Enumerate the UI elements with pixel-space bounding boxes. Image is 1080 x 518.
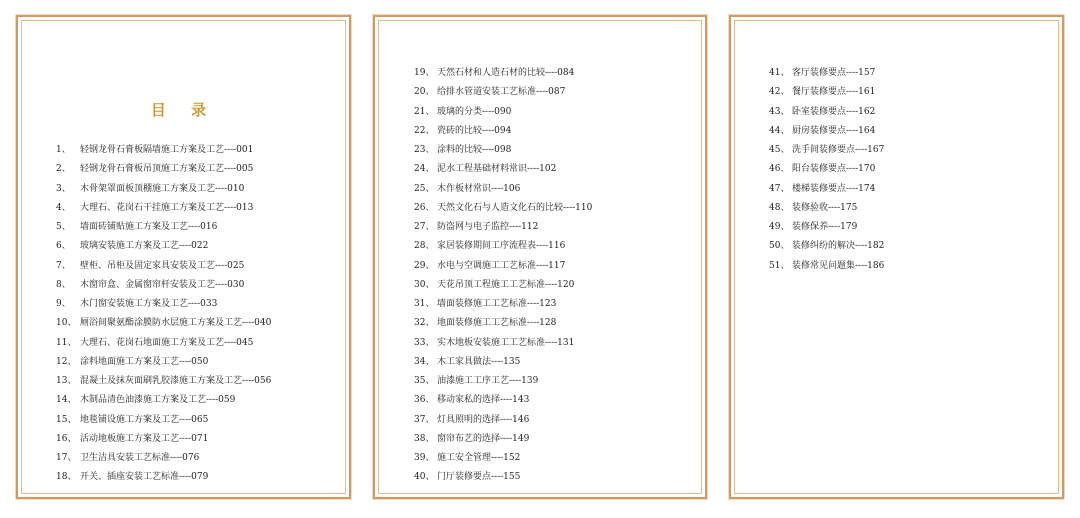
toc-entry-text: 壁柜、吊柜及固定家具安装及工艺----025: [80, 260, 245, 271]
toc-entry: [375, 295, 705, 314]
toc-entry: [375, 64, 705, 83]
toc-entry-number: 2、: [56, 164, 71, 175]
toc-entry-number: 6、: [56, 241, 71, 252]
toc-entry-number: 48、: [769, 202, 790, 213]
toc-entry-number: 35、: [414, 376, 435, 386]
toc-entry-number: 1、: [56, 145, 71, 155]
toc-entry-number: 15、: [56, 414, 77, 425]
toc-entry-text: 天然文化石与人造文化石的比较----110: [437, 202, 593, 213]
toc-entry-number: 27、: [414, 222, 435, 232]
toc-entry-number: 25、: [414, 183, 435, 194]
toc-entry-text: 玻璃的分类----090: [437, 106, 512, 117]
toc-entry-text: 灯具照明的选择----146: [437, 414, 530, 425]
toc-entry-number: 23、: [414, 145, 435, 155]
toc-entry-number: 30、: [414, 279, 435, 290]
toc-entry: [18, 334, 349, 353]
toc-entry-text: 地面装修施工工艺标准----128: [437, 318, 557, 329]
toc-entry-number: 29、: [414, 260, 435, 271]
toc-entry-number: 19、: [414, 68, 435, 78]
toc-entry-text: 活动地板施工方案及工艺----071: [80, 433, 209, 444]
toc-entry: [18, 237, 349, 256]
toc-entry-text: 木窗帘盒、金属窗帘杆安装及工艺----030: [80, 279, 245, 290]
toc-entry: [18, 314, 349, 333]
toc-entry: [18, 372, 349, 391]
toc-entry-text: 楼梯装修要点----174: [792, 183, 876, 194]
toc-entry-text: 玻璃安装施工方案及工艺----022: [80, 241, 209, 252]
toc-entry-number: 43、: [769, 106, 790, 117]
toc-entry-number: 18、: [56, 472, 77, 483]
toc-entry-text: 地毯铺设施工方案及工艺----065: [80, 414, 209, 425]
toc-entry-number: 9、: [56, 299, 71, 309]
toc-entry-text: 轻钢龙骨石膏板吊顶施工方案及工艺----005: [80, 164, 254, 175]
toc-entry-number: 39、: [414, 453, 435, 463]
toc-entry-number: 13、: [56, 376, 77, 386]
toc-entry: [731, 237, 1062, 256]
toc-entry-text: 实木地板安装施工工艺标准----131: [437, 337, 575, 348]
toc-entry-text: 窗帘布艺的选择----149: [437, 433, 530, 444]
toc-entry: [375, 141, 705, 160]
toc-entry: [375, 237, 705, 256]
toc-entry: [18, 353, 349, 372]
toc-entry-text: 防盗网与电子监控----112: [437, 222, 539, 232]
toc-entry-text: 木制品清色油漆施工方案及工艺----059: [80, 395, 236, 406]
toc-entry-number: 11、: [56, 337, 77, 348]
toc-entry-text: 移动家私的选择----143: [437, 395, 530, 406]
toc-entry-text: 墙面砖铺贴施工方案及工艺----016: [80, 222, 218, 232]
toc-entry-text: 大理石、花岗石干挂施工方案及工艺----013: [80, 202, 254, 213]
toc-entry-text: 厕浴间聚氨酯涂膜防水层施工方案及工艺----040: [80, 318, 272, 329]
toc-entry-number: 45、: [769, 145, 790, 155]
toc-entry: [375, 103, 705, 122]
toc-entry-number: 38、: [414, 433, 435, 444]
toc-entry-number: 44、: [769, 125, 790, 136]
toc-entry-text: 门厅装修要点----155: [437, 472, 521, 483]
toc-entry-text: 餐厅装修要点----161: [792, 87, 876, 98]
toc-entry: [375, 353, 705, 372]
toc-entry: [18, 391, 349, 410]
toc-entry-text: 瓷砖的比较----094: [437, 125, 512, 136]
toc-entry: [375, 257, 705, 276]
toc-entry: [18, 141, 349, 160]
toc-entry-text: 轻钢龙骨石膏板隔墙施工方案及工艺----001: [80, 145, 254, 155]
toc-entry-text: 大理石、花岗石地面施工方案及工艺----045: [80, 337, 254, 348]
toc-entry-number: 46、: [769, 164, 790, 175]
toc-entry: [375, 468, 705, 487]
toc-entry-number: 10、: [56, 318, 77, 329]
toc-entry: [18, 295, 349, 314]
toc-entry: [375, 276, 705, 295]
toc-entry: [375, 411, 705, 430]
toc-page-1: [16, 15, 351, 499]
toc-entry: [375, 372, 705, 391]
toc-entry-number: 47、: [769, 183, 790, 194]
toc-entry-text: 木工家具做法----135: [437, 356, 521, 367]
toc-entry: [731, 218, 1062, 237]
toc-entry: [18, 199, 349, 218]
toc-entry-text: 涂料地面施工方案及工艺----050: [80, 356, 209, 367]
toc-entry-text: 涂料的比较----098: [437, 145, 512, 155]
toc-entry-number: 24、: [414, 164, 435, 175]
toc-entry-text: 厨房装修要点----164: [792, 125, 876, 136]
toc-page-3: [729, 15, 1064, 499]
toc-entry-text: 天然石材和人造石材的比较----084: [437, 68, 575, 78]
toc-entry-number: 7、: [56, 260, 71, 271]
toc-entry-number: 21、: [414, 106, 435, 117]
toc-entry: [375, 430, 705, 449]
toc-entry-text: 水电与空调施工工艺标准----117: [437, 260, 566, 271]
toc-entry: [18, 160, 349, 179]
toc-entry-number: 8、: [56, 279, 71, 290]
toc-entry-text: 油漆施工工序工艺----139: [437, 376, 539, 386]
toc-entry: [731, 180, 1062, 199]
toc-list: [731, 64, 1062, 276]
toc-entry: [731, 199, 1062, 218]
toc-entry: [731, 160, 1062, 179]
toc-entry: [18, 276, 349, 295]
toc-entry: [18, 449, 349, 468]
toc-entry: [375, 334, 705, 353]
toc-entry-text: 洗手间装修要点----167: [792, 145, 885, 155]
toc-entry: [731, 257, 1062, 276]
toc-entry-text: 泥水工程基础材料常识----102: [437, 164, 557, 175]
toc-entry-number: 36、: [414, 395, 435, 406]
toc-entry-number: 33、: [414, 337, 435, 348]
toc-entry-number: 28、: [414, 241, 435, 252]
toc-entry-number: 3、: [56, 183, 71, 194]
toc-entry-text: 装修保养----179: [792, 222, 858, 232]
toc-entry-text: 施工安全管理----152: [437, 453, 521, 463]
toc-entry: [18, 180, 349, 199]
toc-entry: [18, 430, 349, 449]
toc-entry: [731, 141, 1062, 160]
toc-entry: [731, 64, 1062, 83]
toc-entry: [18, 257, 349, 276]
toc-entry-text: 天花吊顶工程施工工艺标准----120: [437, 279, 575, 290]
toc-entry: [375, 180, 705, 199]
toc-entry-text: 卧室装修要点----162: [792, 106, 876, 117]
toc-entry: [18, 468, 349, 487]
toc-entry: [375, 218, 705, 237]
toc-entry-text: 装修纠纷的解决----182: [792, 241, 885, 252]
toc-entry: [375, 122, 705, 141]
toc-entry: [375, 83, 705, 102]
toc-entry: [18, 218, 349, 237]
toc-entry: [375, 314, 705, 333]
toc-entry: [18, 411, 349, 430]
toc-entry: [731, 122, 1062, 141]
toc-entry-text: 木骨架罩面板顶棚施工方案及工艺----010: [80, 183, 245, 194]
toc-entry-number: 14、: [56, 395, 77, 406]
toc-entry-text: 家居装修期间工序流程表----116: [437, 241, 566, 252]
toc-entry-number: 22、: [414, 125, 435, 136]
toc-entry-number: 31、: [414, 299, 435, 309]
toc-entry-text: 开关、插座安装工艺标准----079: [80, 472, 209, 483]
toc-entry-text: 装修常见问题集----186: [792, 260, 885, 271]
toc-entry-text: 混凝土及抹灰面刷乳胶漆施工方案及工艺----056: [80, 376, 272, 386]
toc-entry-number: 5、: [56, 222, 71, 232]
toc-entry-number: 49、: [769, 222, 790, 232]
toc-entry-number: 37、: [414, 414, 435, 425]
toc-entry: [375, 449, 705, 468]
toc-entry-text: 墙面装修施工工艺标准----123: [437, 299, 557, 309]
toc-list: [375, 64, 705, 488]
toc-entry-number: 40、: [414, 472, 435, 483]
toc-entry-text: 装修验收----175: [792, 202, 858, 213]
toc-entry-number: 26、: [414, 202, 435, 213]
toc-entry: [731, 83, 1062, 102]
toc-entry-number: 16、: [56, 433, 77, 444]
toc-entry-number: 51、: [769, 260, 790, 271]
toc-entry: [375, 199, 705, 218]
toc-page-2: [373, 15, 707, 499]
toc-entry-text: 客厅装修要点----157: [792, 68, 876, 78]
toc-entry-number: 42、: [769, 87, 790, 98]
page-title: 目 录: [150, 101, 217, 119]
toc-entry-text: 卫生洁具安装工艺标准----076: [80, 453, 200, 463]
toc-entry-text: 木作板材常识----106: [437, 183, 521, 194]
toc-entry-number: 4、: [56, 202, 71, 213]
toc-entry-number: 50、: [769, 241, 790, 252]
toc-list: [18, 141, 349, 488]
toc-entry-number: 20、: [414, 87, 435, 98]
toc-entry: [375, 160, 705, 179]
toc-entry: [375, 391, 705, 410]
toc-entry: [731, 103, 1062, 122]
toc-entry-number: 12、: [56, 356, 77, 367]
toc-entry-text: 给排水管道安装工艺标准----087: [437, 87, 566, 98]
toc-entry-text: 阳台装修要点----170: [792, 164, 876, 175]
toc-entry-number: 41、: [769, 68, 790, 78]
toc-entry-number: 17、: [56, 453, 77, 463]
toc-entry-text: 木门窗安装施工方案及工艺----033: [80, 299, 218, 309]
toc-entry-number: 34、: [414, 356, 435, 367]
toc-entry-number: 32、: [414, 318, 435, 329]
